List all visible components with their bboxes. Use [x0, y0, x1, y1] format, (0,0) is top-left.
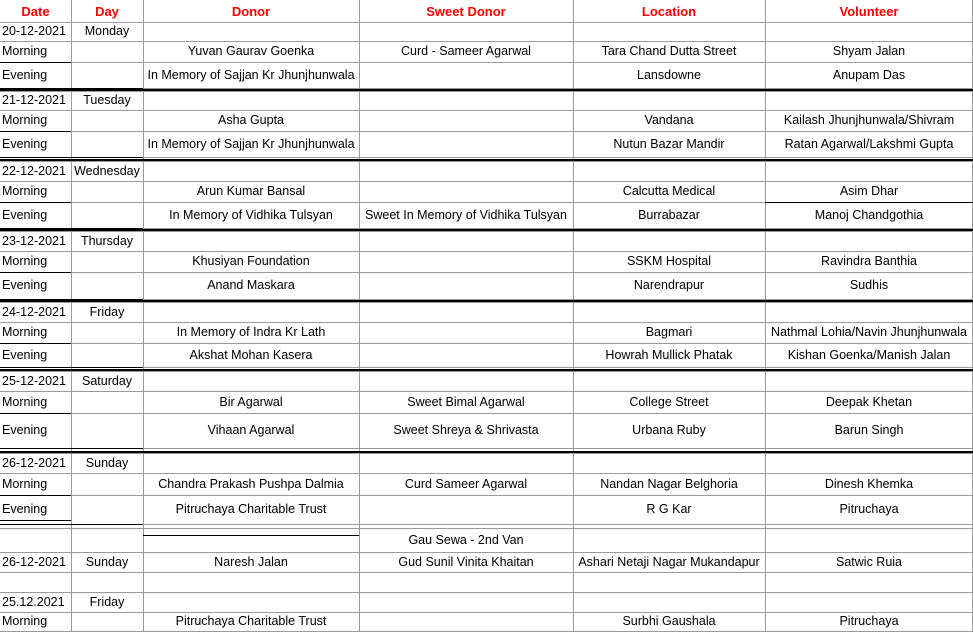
cell-day: Friday [89, 304, 125, 319]
grid-row-line [0, 62, 973, 63]
cell-donor: Chandra Prakash Pushpa Dalmia [158, 476, 344, 491]
cell-border [0, 272, 71, 273]
cell-date: Morning [2, 476, 48, 491]
header-volunteer: Volunteer [839, 3, 899, 19]
cell-border [0, 367, 143, 368]
cell-volunteer: Asim Dhar [839, 184, 899, 199]
cell-sweet: Sweet Shreya & Shrivasta [393, 423, 539, 438]
cell-border [0, 202, 71, 203]
cell-date: Evening [2, 278, 48, 293]
cell-date: Evening [2, 502, 48, 517]
cell-volunteer: Ravindra Banthia [821, 254, 917, 269]
cell-date: Morning [2, 325, 48, 340]
grid-row-line [0, 528, 973, 529]
grid-col-line [573, 0, 574, 631]
cell-location: Ashari Netaji Nagar Mukandapur [578, 554, 760, 569]
grid-col-line [143, 0, 144, 631]
grid-row-line [0, 91, 973, 92]
grid-col-line [765, 0, 766, 631]
grid-col-line [71, 0, 72, 631]
day-separator [0, 300, 973, 302]
cell-location: Burrabazar [638, 207, 700, 222]
grid-row-line [0, 592, 973, 593]
cell-date: 26-12-2021 [2, 455, 66, 470]
grid-row-line [0, 161, 973, 162]
cell-sweet: Gau Sewa - 2nd Van [408, 532, 524, 547]
cell-date: 25.12.2021 [2, 594, 65, 609]
cell-volunteer: Sudhis [849, 278, 889, 293]
cell-border [0, 495, 71, 496]
cell-donor: Pitruchaya Charitable Trust [175, 502, 327, 517]
cell-volunteer: Pitruchaya [839, 614, 899, 629]
cell-date: Morning [2, 184, 48, 199]
cell-donor: Anand Maskara [207, 278, 295, 293]
cell-volunteer: Kailash Jhunjhunwala/Shivram [783, 113, 955, 128]
cell-border [0, 299, 143, 300]
cell-donor: Asha Gupta [217, 113, 284, 128]
cell-sweet: Curd Sameer Agarwal [404, 476, 528, 491]
cell-volunteer: Ratan Agarwal/Lakshmi Gupta [784, 136, 954, 151]
grid-row-line [0, 22, 973, 23]
cell-donor: Vihaan Agarwal [207, 423, 295, 438]
cell-day: Friday [89, 594, 125, 609]
cell-donor: In Memory of Sajjan Kr Jhunjhunwala [147, 136, 355, 151]
cell-date: Evening [2, 207, 48, 222]
grid-row-line [0, 131, 973, 132]
header-donor: Donor [231, 3, 271, 19]
grid-row-line [0, 302, 973, 303]
cell-donor: Bir Agarwal [219, 394, 283, 409]
cell-day: Sunday [85, 455, 129, 470]
cell-volunteer: Pitruchaya [839, 502, 899, 517]
grid-row-line [0, 251, 973, 252]
grid-row-line [0, 612, 973, 613]
grid-row-line [0, 524, 973, 525]
cell-border [0, 343, 71, 344]
cell-date: Evening [2, 423, 48, 438]
cell-date: Morning [2, 44, 48, 59]
cell-location: Howrah Mullick Phatak [605, 347, 733, 362]
cell-date: Evening [2, 347, 48, 362]
cell-border [0, 88, 143, 89]
day-separator [0, 159, 973, 161]
cell-day: Wednesday [74, 163, 140, 178]
cell-location: Nandan Nagar Belghoria [600, 476, 738, 491]
cell-border [0, 131, 71, 132]
cell-date: Evening [2, 136, 48, 151]
cell-border [765, 202, 973, 203]
cell-date: Evening [2, 67, 48, 82]
cell-border [0, 413, 71, 414]
cell-sweet: Curd - Sameer Agarwal [401, 44, 531, 59]
cell-day: Saturday [81, 373, 133, 388]
cell-donor: Naresh Jalan [214, 554, 288, 569]
cell-border [0, 448, 143, 449]
grid-row-line [0, 391, 973, 392]
grid-row-line [0, 41, 973, 42]
cell-location: College Street [629, 394, 709, 409]
cell-volunteer: Manoj Chandgothia [814, 207, 924, 222]
cell-border [0, 520, 71, 521]
header-day: Day [95, 3, 119, 19]
grid-row-line [0, 371, 973, 372]
cell-donor: Pitruchaya Charitable Trust [175, 614, 327, 629]
grid-col-line [359, 0, 360, 631]
cell-donor: Arun Kumar Bansal [196, 184, 306, 199]
grid-row-line [0, 231, 973, 232]
cell-date: Morning [2, 394, 48, 409]
cell-border [0, 62, 71, 63]
cell-volunteer: Satwic Ruia [836, 554, 902, 569]
cell-donor: Khusiyan Foundation [192, 254, 310, 269]
cell-location: Bagmari [645, 325, 693, 340]
cell-date: 23-12-2021 [2, 233, 66, 248]
cell-location: Lansdowne [637, 67, 701, 82]
cell-date: Morning [2, 113, 48, 128]
cell-sweet: Sweet Bimal Agarwal [407, 394, 525, 409]
cell-location: Tara Chand Dutta Street [601, 44, 737, 59]
grid-row-line [0, 448, 973, 449]
cell-volunteer: Kishan Goenka/Manish Jalan [787, 347, 951, 362]
grid-row-line [0, 322, 973, 323]
cell-sweet: Gud Sunil Vinita Khaitan [398, 554, 534, 569]
cell-volunteer: Nathmal Lohia/Navin Jhunjhunwala [771, 325, 967, 340]
grid-row-line [0, 552, 973, 553]
grid-row-line [0, 413, 973, 414]
cell-date: 22-12-2021 [2, 163, 66, 178]
cell-donor: In Memory of Vidhika Tulsyan [169, 207, 333, 222]
cell-date: 21-12-2021 [2, 93, 66, 108]
cell-date: 25-12-2021 [2, 373, 66, 388]
cell-volunteer: Shyam Jalan [832, 44, 906, 59]
grid-row-line [0, 572, 973, 573]
cell-day: Sunday [85, 554, 129, 569]
cell-donor: Akshat Mohan Kasera [189, 347, 313, 362]
cell-volunteer: Anupam Das [832, 67, 906, 82]
cell-location: Calcutta Medical [622, 184, 716, 199]
cell-location: SSKM Hospital [626, 254, 712, 269]
cell-border [0, 524, 143, 525]
grid-row-line [0, 367, 973, 368]
header-date: Date [21, 3, 50, 19]
cell-donor: In Memory of Sajjan Kr Jhunjhunwala [147, 67, 355, 82]
cell-donor: Yuvan Gaurav Goenka [187, 44, 315, 59]
grid-row-line [0, 453, 973, 454]
cell-date: 26-12-2021 [2, 554, 66, 569]
grid-row-line [0, 495, 973, 496]
cell-day: Tuesday [83, 93, 131, 108]
day-separator [0, 369, 973, 371]
cell-date: Morning [2, 254, 48, 269]
cell-border [0, 228, 143, 229]
grid-row-line [0, 110, 973, 111]
cell-location: Urbana Ruby [632, 423, 706, 438]
cell-location: Nutun Bazar Mandir [613, 136, 725, 151]
cell-location: Surbhi Gaushala [622, 614, 716, 629]
cell-volunteer: Dinesh Khemka [824, 476, 914, 491]
grid-row-line [0, 473, 973, 474]
cell-location: Vandana [644, 113, 694, 128]
grid-row-line [0, 343, 973, 344]
cell-day: Thursday [80, 233, 134, 248]
day-separator [0, 451, 973, 453]
cell-volunteer: Barun Singh [834, 423, 904, 438]
cell-volunteer: Deepak Khetan [825, 394, 913, 409]
cell-day: Monday [84, 24, 130, 39]
grid-row-line [0, 272, 973, 273]
header-location: Location [641, 3, 697, 19]
cell-date: Morning [2, 614, 48, 629]
day-separator [0, 89, 973, 91]
cell-border [0, 157, 143, 158]
cell-location: Narendrapur [633, 278, 705, 293]
grid-row-line [0, 181, 973, 182]
grid-row-line [0, 157, 973, 158]
cell-border [143, 535, 359, 536]
cell-sweet: Sweet In Memory of Vidhika Tulsyan [365, 207, 567, 222]
day-separator [0, 229, 973, 231]
cell-date: 20-12-2021 [2, 24, 66, 39]
cell-donor: In Memory of Indra Kr Lath [176, 325, 326, 340]
header-sweet: Sweet Donor [426, 3, 506, 19]
cell-location: R G Kar [646, 502, 692, 517]
cell-date: 24-12-2021 [2, 304, 66, 319]
